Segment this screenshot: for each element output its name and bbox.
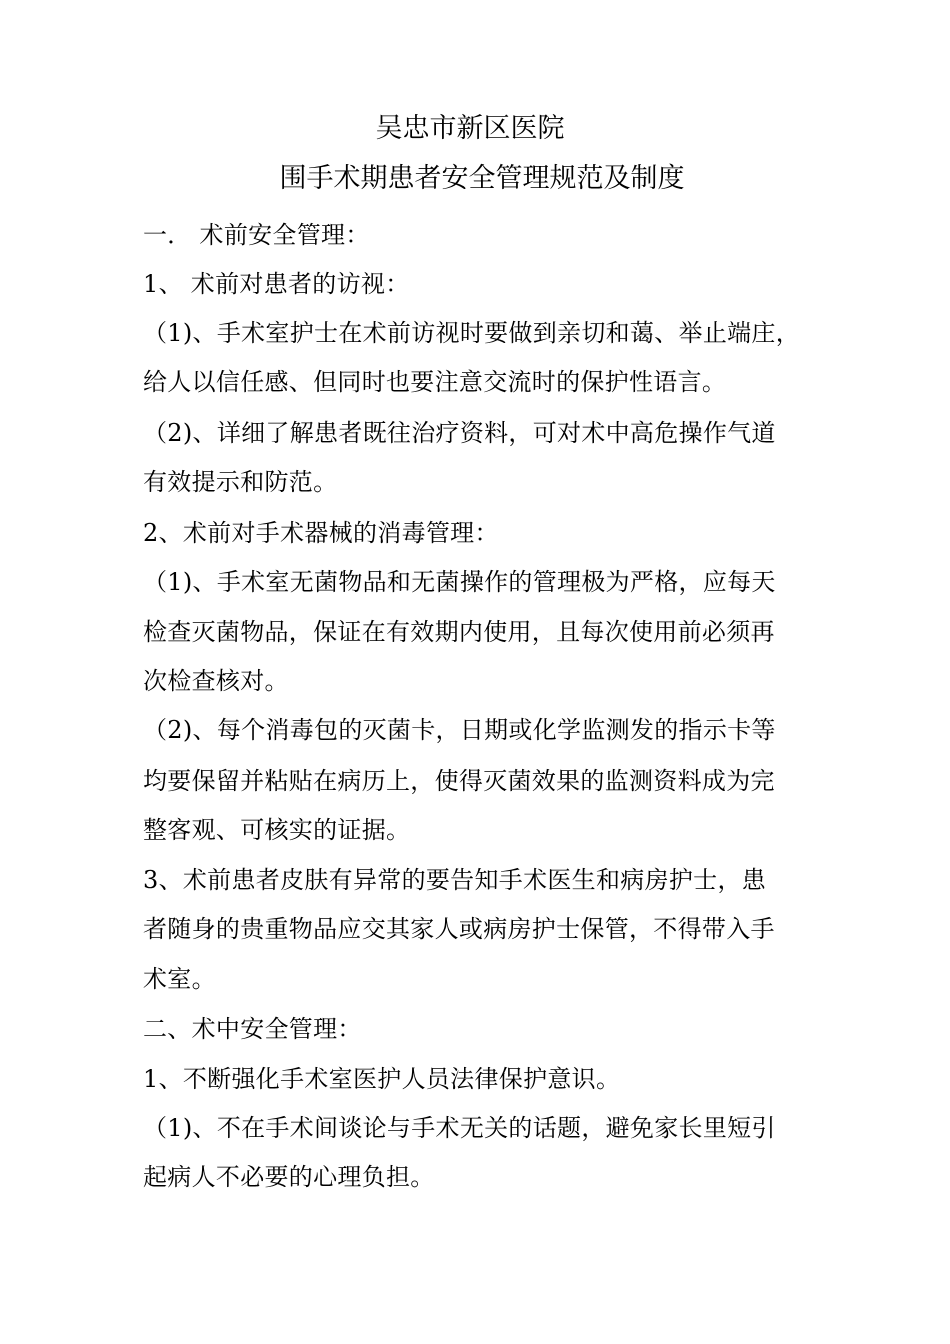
paragraph-line: 检查灭菌物品，保证在有效期内使用，且每次使用前必须再 [143, 618, 775, 646]
paragraph-line: （2)、详细了解患者既往治疗资料，可对术中高危操作气道 [143, 419, 776, 447]
section-heading: 一． 术前安全管理： [143, 221, 370, 249]
subsection-heading: 2、术前对手术器械的消毒管理： [143, 519, 499, 547]
paragraph-line: （1)、不在手术间谈论与手术无关的话题，避免家长里短引 [143, 1114, 776, 1142]
paragraph-line: 均要保留并粘贴在病历上，使得灭菌效果的监测资料成为完 [143, 767, 775, 795]
paragraph-line: 术室。 [143, 965, 216, 993]
paragraph-line: 整客观、可核实的证据。 [143, 816, 411, 844]
paragraph-line: 有效提示和防范。 [143, 468, 338, 496]
paragraph-line: 起病人不必要的心理负担。 [143, 1163, 435, 1191]
document-title: 围手术期患者安全管理规范及制度 [279, 163, 685, 194]
paragraph-line: 3、术前患者皮肤有异常的要告知手术医生和病房护士，患 [143, 866, 767, 894]
paragraph-line: （2)、每个消毒包的灭菌卡，日期或化学监测发的指示卡等 [143, 716, 776, 744]
subsection-heading: 1、不断强化手术室医护人员法律保护意识。 [143, 1065, 621, 1093]
paragraph-line: （1)、手术室护士在术前访视时要做到亲切和蔼、举止端庄， [143, 319, 801, 347]
subsection-heading: 1、 术前对患者的访视： [143, 270, 410, 298]
hospital-name: 吴忠市新区医院 [375, 113, 565, 144]
paragraph-line: 给人以信任感、但同时也要注意交流时的保护性语言。 [143, 368, 727, 396]
section-heading: 二、术中安全管理： [143, 1015, 362, 1043]
paragraph-line: 次检查核对。 [143, 667, 289, 695]
paragraph-line: （1)、手术室无菌物品和无菌操作的管理极为严格，应每天 [143, 568, 776, 596]
paragraph-line: 者随身的贵重物品应交其家人或病房护士保管，不得带入手 [143, 915, 775, 943]
